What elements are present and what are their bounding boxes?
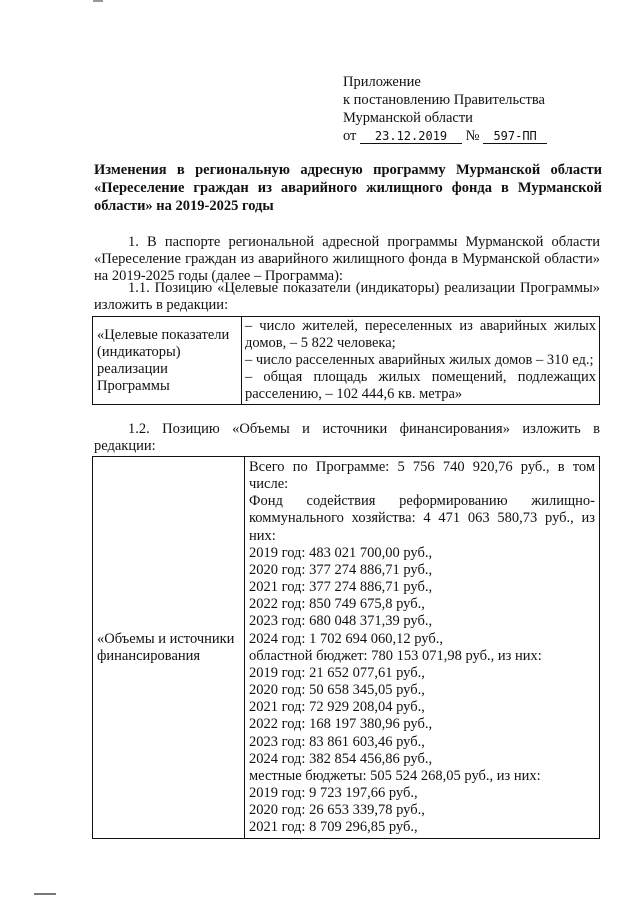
financing-label: «Объемы и источники финансирования (93, 457, 245, 839)
regional-year: 2023 год: 83 861 603,46 руб., (249, 733, 425, 750)
local-year: 2021 год: 8 709 296,85 руб., (249, 819, 418, 836)
regional-year: 2024 год: 382 854 456,86 руб., (249, 750, 433, 767)
regional-year: 2022 год: 168 197 380,96 руб., (249, 716, 433, 733)
decree-number: 597-ПП (483, 129, 547, 144)
scan-artifact-bottom (34, 893, 56, 895)
approval-line: Приложение (343, 74, 421, 90)
decree-date: 23.12.2019 (360, 129, 462, 144)
regional-year: 2019 год: 21 652 077,61 руб., (249, 664, 425, 681)
regional-year: 2021 год: 72 929 208,04 руб., (249, 699, 425, 716)
paragraph-1-2 (94, 421, 600, 455)
financing-fund: Фонд содействия реформированию жилищно-коммунального хозяйства: 4 471 063 580,73 руб., из них: (249, 493, 595, 544)
approval-block (343, 73, 547, 145)
fund-year: 2022 год: 850 749 675,8 руб., (249, 596, 425, 613)
financing-values (245, 457, 600, 839)
scan-artifact-top (93, 0, 103, 2)
fund-year: 2019 год: 483 021 700,00 руб., (249, 544, 433, 561)
regional-year: 2020 год: 50 658 345,05 руб., (249, 682, 425, 699)
fund-year: 2024 год: 1 702 694 060,12 руб., (249, 630, 443, 647)
document-title: Изменения в региональную адресную программу Мурманской области «Переселение граждан из аварийного жилищного фонда в Мурманской области» на 2019-2025 годы (94, 162, 602, 214)
paragraph-1-text: 1. В паспорте региональной адресной программы Мурманской области «Переселение граждан из аварийного жилищного фонда в Мурманской области» на 2019-2025 годы (далее – Программа): (94, 234, 600, 284)
paragraph-1-2-text: 1.2. Позицию «Объемы и источники финансирования» изложить в редакции: (94, 421, 600, 454)
approval-line: Мурманской области (343, 110, 473, 126)
fund-year: 2020 год: 377 274 886,71 руб., (249, 561, 433, 578)
financing-table (92, 456, 600, 839)
financing-total: Всего по Программе: 5 756 740 920,76 руб., в том числе: (249, 459, 595, 493)
fund-year: 2023 год: 680 048 371,39 руб., (249, 613, 433, 630)
targets-label: «Целевые показатели (индикаторы) реализации Программы (93, 317, 242, 405)
approval-date-line (343, 127, 547, 145)
approval-line: к постановлению Правительства (343, 92, 545, 108)
paragraph-1-1 (94, 280, 600, 314)
targets-values (242, 317, 600, 405)
paragraph-1-1-text: 1.1. Позицию «Целевые показатели (индикаторы) реализации Программы» изложить в редакции: (94, 280, 600, 313)
number-prefix: № (465, 128, 480, 144)
target-item: – общая площадь жилых помещений, подлежащих расселению, – 102 444,6 кв. метра» (245, 369, 596, 402)
local-year: 2019 год: 9 723 197,66 руб., (249, 784, 418, 801)
target-item: – число жителей, переселенных из аварийных жилых домов, – 5 822 человека; (245, 318, 596, 351)
target-item: – число расселенных аварийных жилых домов – 310 ед.; (245, 352, 594, 368)
fund-year: 2021 год: 377 274 886,71 руб., (249, 579, 433, 596)
local-year: 2020 год: 26 653 339,78 руб., (249, 802, 425, 819)
paragraph-1 (94, 234, 600, 285)
financing-regional: областной бюджет: 780 153 071,98 руб., из них: (249, 647, 542, 664)
financing-local: местные бюджеты: 505 524 268,05 руб., из них: (249, 767, 541, 784)
targets-table (92, 316, 600, 405)
date-prefix: от (343, 128, 357, 144)
